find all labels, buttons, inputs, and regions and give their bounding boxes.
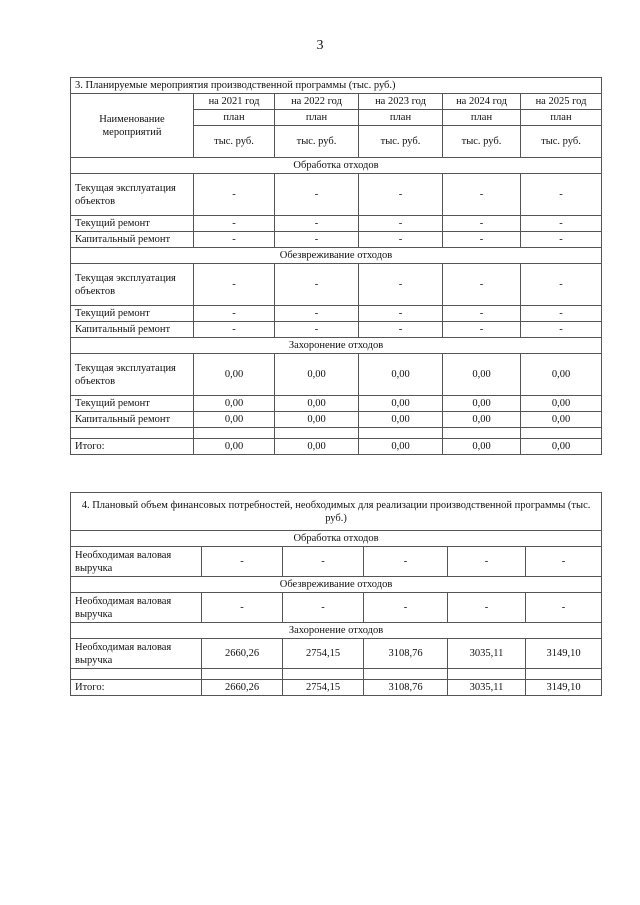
cell-value: - xyxy=(202,547,283,577)
cell-value: - xyxy=(275,232,359,248)
row-label: Необходимая валовая выручка xyxy=(71,639,202,669)
cell-value: - xyxy=(443,322,521,338)
cell-value: - xyxy=(194,216,275,232)
production-program-table xyxy=(70,77,602,455)
cell-value: 0,00 xyxy=(275,396,359,412)
cell-value: 3108,76 xyxy=(364,639,448,669)
row-label: Текущая эксплуатация объектов xyxy=(71,354,194,396)
cell-value: - xyxy=(359,216,443,232)
cell-value: - xyxy=(448,547,526,577)
total-label: Итого: xyxy=(71,439,194,455)
year-header: на 2025 год xyxy=(521,94,602,110)
financial-needs-table xyxy=(70,492,602,696)
year-header: на 2024 год xyxy=(443,94,521,110)
cell-value: - xyxy=(283,547,364,577)
cell-value: 0,00 xyxy=(443,412,521,428)
cell-value: - xyxy=(443,232,521,248)
unit-header: тыс. руб. xyxy=(359,126,443,158)
cell-value: - xyxy=(521,232,602,248)
section-title: Захоронение отходов xyxy=(71,338,602,354)
cell-value: - xyxy=(194,264,275,306)
section-title: Обработка отходов xyxy=(71,158,602,174)
cell-value: - xyxy=(275,174,359,216)
total-label: Итого: xyxy=(71,680,202,696)
cell-value: - xyxy=(275,264,359,306)
cell-value: - xyxy=(443,174,521,216)
cell-value: - xyxy=(443,306,521,322)
total-value: 0,00 xyxy=(275,439,359,455)
cell-value: - xyxy=(521,264,602,306)
section-title: Захоронение отходов xyxy=(71,623,602,639)
section-title: Обезвреживание отходов xyxy=(71,577,602,593)
table1-title: 3. Планируемые мероприятия производственной программы (тыс. руб.) xyxy=(71,78,602,94)
cell-value: - xyxy=(526,547,602,577)
cell-value: 3035,11 xyxy=(448,639,526,669)
cell-value: 0,00 xyxy=(443,396,521,412)
cell-value: - xyxy=(521,216,602,232)
total-value: 0,00 xyxy=(443,439,521,455)
row-label: Текущая эксплуатация объектов xyxy=(71,264,194,306)
cell-value: 0,00 xyxy=(275,412,359,428)
cell-value: 0,00 xyxy=(521,354,602,396)
total-value: 0,00 xyxy=(194,439,275,455)
cell-value: 0,00 xyxy=(359,412,443,428)
cell-value: 0,00 xyxy=(194,396,275,412)
cell-value: - xyxy=(521,306,602,322)
total-value: 2754,15 xyxy=(283,680,364,696)
total-value: 0,00 xyxy=(521,439,602,455)
cell-value: - xyxy=(202,593,283,623)
unit-header: тыс. руб. xyxy=(521,126,602,158)
cell-value: - xyxy=(275,216,359,232)
cell-value: - xyxy=(194,322,275,338)
row-label: Текущий ремонт xyxy=(71,216,194,232)
cell-value: - xyxy=(275,322,359,338)
plan-header: план xyxy=(194,110,275,126)
cell-value: - xyxy=(359,174,443,216)
cell-value: 0,00 xyxy=(275,354,359,396)
total-value: 3149,10 xyxy=(526,680,602,696)
cell-value: - xyxy=(359,322,443,338)
unit-header: тыс. руб. xyxy=(194,126,275,158)
cell-value: - xyxy=(283,593,364,623)
row-label: Капитальный ремонт xyxy=(71,412,194,428)
year-header: на 2021 год xyxy=(194,94,275,110)
cell-value: - xyxy=(448,593,526,623)
plan-header: план xyxy=(275,110,359,126)
plan-header: план xyxy=(443,110,521,126)
cell-value: - xyxy=(521,322,602,338)
cell-value: - xyxy=(194,232,275,248)
year-header: на 2022 год xyxy=(275,94,359,110)
section-title: Обработка отходов xyxy=(71,531,602,547)
name-column-header: Наименование мероприятий xyxy=(71,94,194,158)
row-label: Капитальный ремонт xyxy=(71,322,194,338)
cell-value: 0,00 xyxy=(359,354,443,396)
cell-value: 0,00 xyxy=(359,396,443,412)
total-value: 2660,26 xyxy=(202,680,283,696)
plan-header: план xyxy=(359,110,443,126)
cell-value: - xyxy=(359,264,443,306)
total-value: 3108,76 xyxy=(364,680,448,696)
cell-value: - xyxy=(364,547,448,577)
cell-value: - xyxy=(526,593,602,623)
section-title: Обезвреживание отходов xyxy=(71,248,602,264)
cell-value: - xyxy=(359,232,443,248)
cell-value: 0,00 xyxy=(521,412,602,428)
total-value: 0,00 xyxy=(359,439,443,455)
cell-value: - xyxy=(443,216,521,232)
cell-value: - xyxy=(194,174,275,216)
plan-header: план xyxy=(521,110,602,126)
table2-title: 4. Плановый объем финансовых потребностей, необходимых для реализации производственной программы (тыс. руб.) xyxy=(71,493,602,531)
row-label: Капитальный ремонт xyxy=(71,232,194,248)
page-number: 3 xyxy=(316,38,324,53)
row-label: Текущий ремонт xyxy=(71,396,194,412)
row-label: Текущий ремонт xyxy=(71,306,194,322)
cell-value: - xyxy=(521,174,602,216)
cell-value: - xyxy=(443,264,521,306)
row-label: Необходимая валовая выручка xyxy=(71,547,202,577)
cell-value: - xyxy=(364,593,448,623)
cell-value: 0,00 xyxy=(194,354,275,396)
total-value: 3035,11 xyxy=(448,680,526,696)
year-header: на 2023 год xyxy=(359,94,443,110)
unit-header: тыс. руб. xyxy=(275,126,359,158)
row-label: Текущая эксплуатация объектов xyxy=(71,174,194,216)
cell-value: - xyxy=(359,306,443,322)
cell-value: 2754,15 xyxy=(283,639,364,669)
cell-value: - xyxy=(194,306,275,322)
cell-value: - xyxy=(275,306,359,322)
unit-header: тыс. руб. xyxy=(443,126,521,158)
spacer-cell xyxy=(71,669,202,680)
cell-value: 0,00 xyxy=(194,412,275,428)
cell-value: 0,00 xyxy=(443,354,521,396)
cell-value: 2660,26 xyxy=(202,639,283,669)
spacer-cell xyxy=(71,428,194,439)
row-label: Необходимая валовая выручка xyxy=(71,593,202,623)
cell-value: 3149,10 xyxy=(526,639,602,669)
cell-value: 0,00 xyxy=(521,396,602,412)
